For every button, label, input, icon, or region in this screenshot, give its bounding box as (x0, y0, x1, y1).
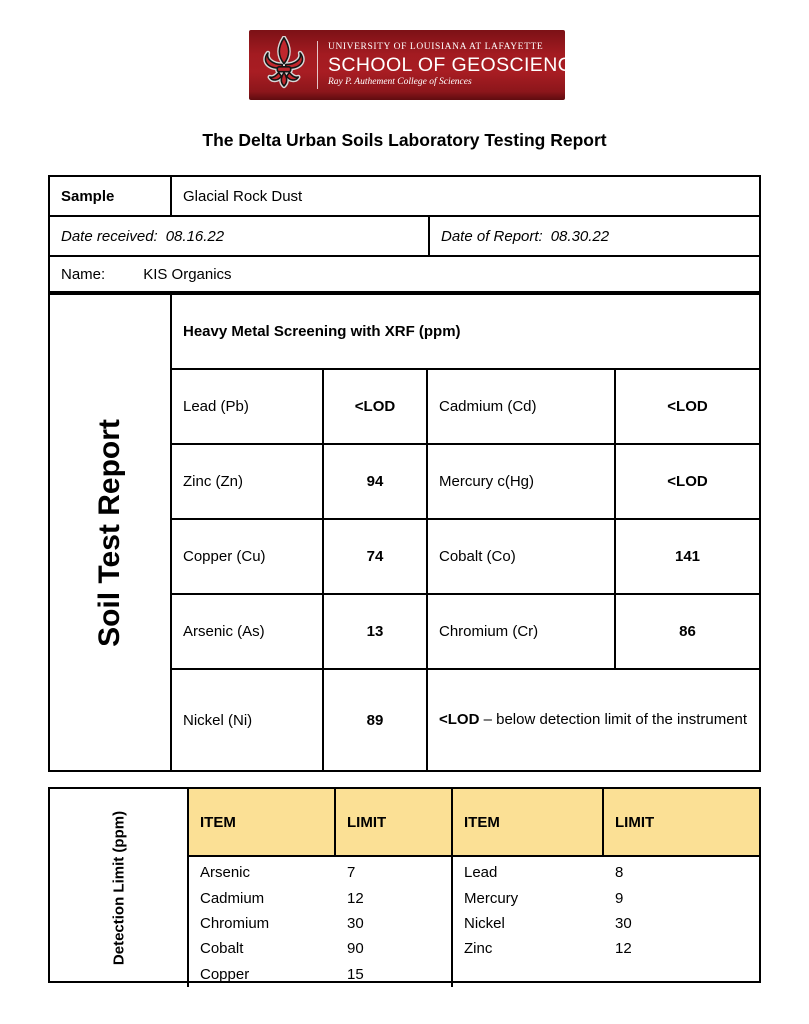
detection-limits-right-group (453, 857, 759, 987)
soil-test-side-label: Soil Test Report (93, 418, 126, 647)
limit-value: 30 (615, 914, 632, 932)
sample-info-table (48, 175, 761, 293)
lod-note-rest: – below detection limit of the instrument (479, 710, 748, 728)
column-header-item: ITEM (189, 789, 336, 857)
column-header-limit: LIMIT (336, 789, 453, 857)
fleur-de-lis-icon (261, 36, 307, 94)
date-received-value: 08.16.22 (165, 227, 225, 245)
date-received-cell (50, 217, 430, 257)
limit-row (453, 911, 759, 936)
detection-limit-side-label: Detection Limit (ppm) (110, 810, 127, 966)
limit-item: Nickel (464, 914, 505, 932)
name-value: KIS Organics (143, 265, 232, 283)
lod-note (428, 670, 759, 770)
metal-value: 94 (324, 445, 428, 520)
detection-limit-side-label-cell (50, 789, 189, 987)
metal-name: Cadmium (Cd) (428, 370, 616, 445)
metal-name: Nickel (Ni) (172, 670, 324, 770)
limit-value: 30 (347, 914, 364, 932)
metal-value: 13 (324, 595, 428, 670)
metal-name: Lead (Pb) (172, 370, 324, 445)
limit-row (453, 936, 759, 961)
column-header-item: ITEM (453, 789, 604, 857)
university-name: UNIVERSITY OF LOUISIANA AT LAFAYETTE (328, 41, 544, 52)
limit-item: Chromium (200, 914, 270, 932)
sample-value: Glacial Rock Dust (172, 177, 759, 217)
date-of-report-cell (430, 217, 759, 257)
limit-row (189, 860, 451, 885)
limit-row (189, 936, 451, 961)
metal-name: Zinc (Zn) (172, 445, 324, 520)
limit-item: Lead (464, 864, 498, 882)
banner-text (328, 41, 599, 88)
university-banner (249, 30, 599, 100)
limit-value: 7 (347, 864, 356, 882)
date-received-label: Date received: (61, 227, 158, 245)
name-label: Name: (61, 265, 106, 283)
metal-name: Copper (Cu) (172, 520, 324, 595)
limit-row (453, 860, 759, 885)
metal-value: 141 (616, 520, 759, 595)
metal-name: Arsenic (As) (172, 595, 324, 670)
limit-value: 15 (347, 965, 364, 983)
column-header-limit: LIMIT (604, 789, 759, 857)
metal-name: Mercury c(Hg) (428, 445, 616, 520)
detection-limits-left-group (189, 857, 453, 987)
metal-value: <LOD (616, 445, 759, 520)
limit-value: 8 (615, 864, 624, 882)
metal-name: Cobalt (Co) (428, 520, 616, 595)
limit-value: 90 (347, 940, 364, 958)
banner-divider (317, 41, 318, 89)
limit-row (189, 885, 451, 910)
date-of-report-label: Date of Report: (441, 227, 543, 245)
metal-value: 74 (324, 520, 428, 595)
limit-item: Zinc (464, 940, 493, 958)
report-title: The Delta Urban Soils Laboratory Testing Report (202, 130, 607, 150)
soil-test-table (48, 293, 761, 772)
lod-note-bold: <LOD (439, 710, 480, 728)
soil-test-header: Heavy Metal Screening with XRF (ppm) (172, 295, 759, 370)
limit-item: Mercury (464, 889, 519, 907)
metal-value: <LOD (324, 370, 428, 445)
date-of-report-value: 08.30.22 (550, 227, 610, 245)
limit-item: Cadmium (200, 889, 265, 907)
detection-limit-table (48, 787, 761, 983)
limit-value: 9 (615, 889, 624, 907)
metal-value: <LOD (616, 370, 759, 445)
college-name: Ray P. Authement College of Sciences (328, 77, 472, 88)
metal-name: Chromium (Cr) (428, 595, 616, 670)
limit-row (189, 911, 451, 936)
soil-test-side-label-cell (50, 295, 172, 770)
limit-row (189, 962, 451, 987)
limit-item: Cobalt (200, 940, 244, 958)
limit-value: 12 (347, 889, 364, 907)
metal-value: 86 (616, 595, 759, 670)
limit-row (453, 885, 759, 910)
limit-item: Arsenic (200, 864, 251, 882)
sample-label: Sample (50, 177, 172, 217)
limit-item: Copper (200, 965, 250, 983)
metal-value: 89 (324, 670, 428, 770)
limit-value: 12 (615, 940, 632, 958)
name-cell (50, 257, 759, 291)
school-name: SCHOOL OF GEOSCIENCES (328, 53, 599, 76)
